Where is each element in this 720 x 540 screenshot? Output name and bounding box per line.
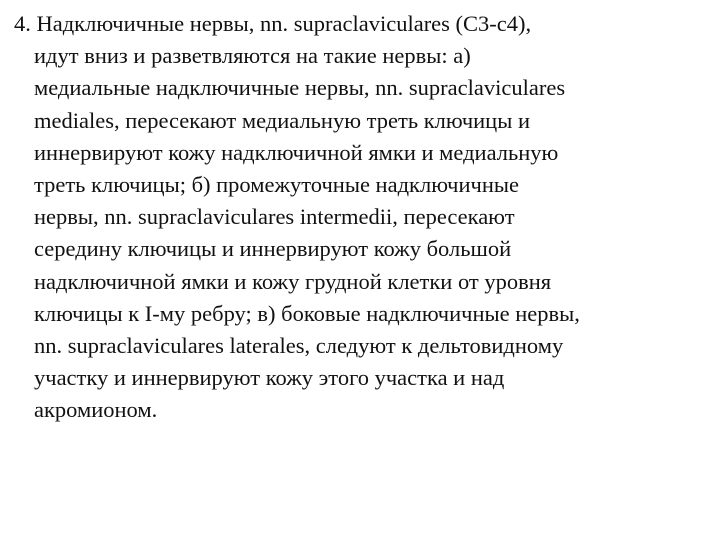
text-line: ключицы к I-му ребру; в) боковые надключичные нервы, — [34, 300, 580, 326]
text-line: 4. Надключичные нервы, nn. supraclaviculares (C3-c4), — [14, 11, 532, 36]
text-line: иннервируют кожу надключичной ямки и медиальную — [34, 139, 559, 165]
text-line: mediales, пересекают медиальную треть ключицы и — [34, 107, 531, 133]
text-line: нервы, nn. supraclaviculares intermedii, пересекают — [34, 204, 515, 230]
text-line: участку и иннервируют кожу этого участка и над — [34, 365, 505, 391]
text-line: идут вниз и разветвляются на такие нервы: а) — [34, 43, 471, 69]
text-line: акромионом. — [34, 397, 158, 423]
text-line: надключичной ямки и кожу грудной клетки от уровня — [34, 268, 552, 294]
text-line: nn. supraclaviculares laterales, следуют к дельтовидному — [34, 333, 564, 359]
text-line: середину ключицы и иннервируют кожу большой — [34, 236, 512, 262]
text-line: медиальные надключичные нервы, nn. supraclaviculares — [34, 75, 566, 101]
paragraph-item-4 — [14, 8, 714, 427]
text-line: треть ключицы; б) промежуточные надключичные — [34, 172, 519, 198]
